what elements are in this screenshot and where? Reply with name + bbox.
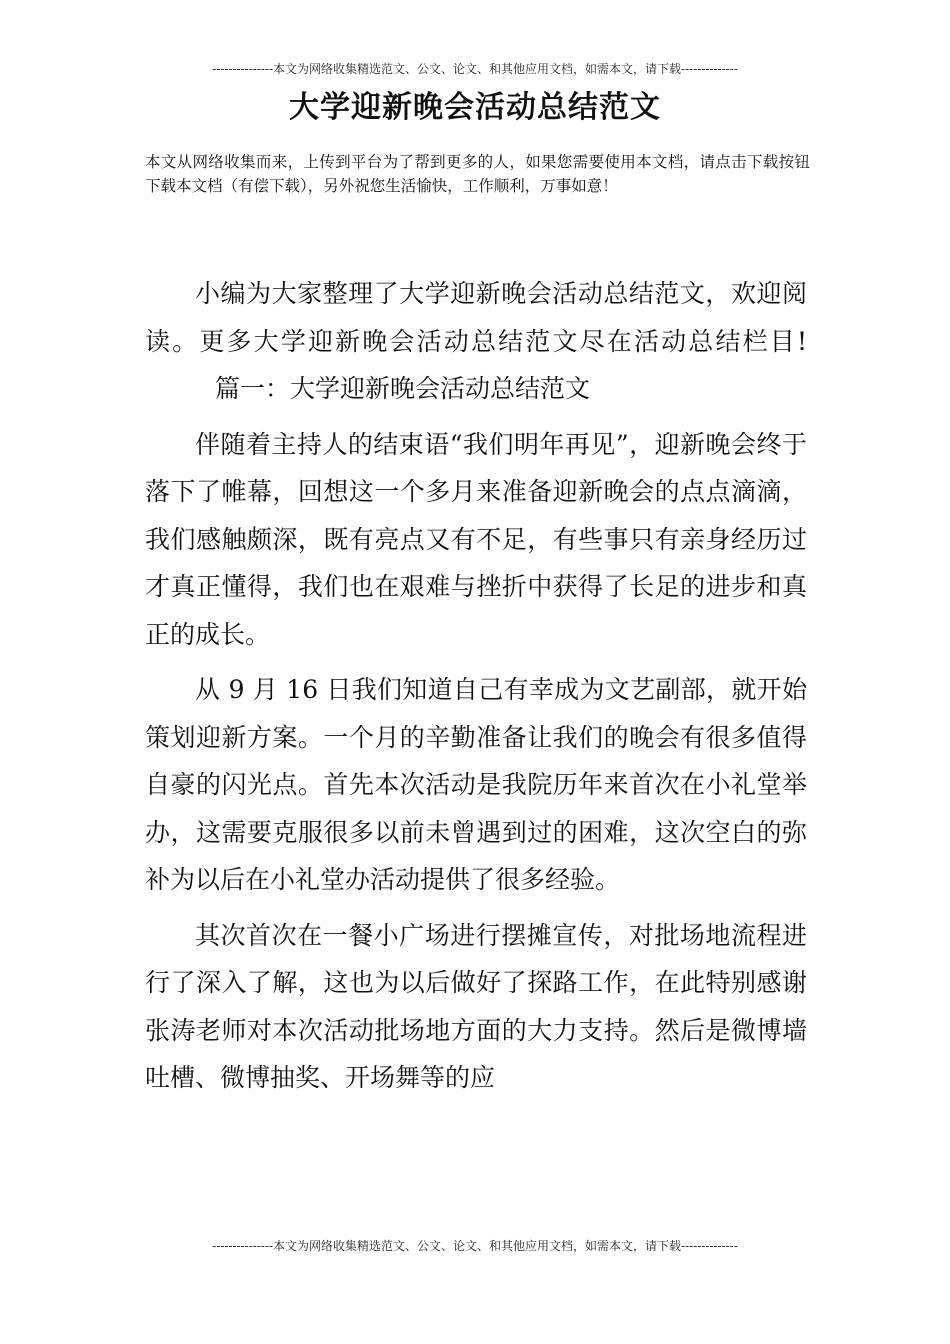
- document-title: 大学迎新晚会活动总结范文: [289, 90, 661, 125]
- intro-lead-text: 小编为大家整理了大学迎新晚会活动总结范文，欢迎阅读。更多大学迎新晚会活动总结范文尽在活动总结栏目!: [145, 279, 807, 356]
- paragraph: 伴随着主持人的结束语“我们明年再见”，迎新晚会终于落下了帷幕，回想这一个多月来准备迎新晚会的点点滴滴，我们感触颇深，既有亮点又有不足，有些事只有亲身经历过才真正懂得，我们也在艰难与挫折中获得了长足的进步和真正的成长。: [145, 429, 807, 649]
- document-body: [145, 270, 807, 1102]
- paragraph-intro: [145, 270, 807, 413]
- page-header-banner: ---------------本文为网络收集精选范文、公文、论文、和其他应用文档，如需本文，请下载--------------: [212, 62, 738, 76]
- page-footer-banner: ---------------本文为网络收集精选范文、公文、论文、和其他应用文档，如需本文，请下载--------------: [212, 1239, 738, 1253]
- paragraph: 其次首次在一餐小广场进行摆摊宣传，对批场地流程进行了深入了解，这也为以后做好了探路工作，在此特别感谢张涛老师对本次活动批场地方面的大力支持。然后是微博墙吐槽、微博抽奖、开场舞等的应: [145, 920, 807, 1092]
- section-heading: 篇一：大学迎新晚会活动总结范文: [215, 374, 591, 403]
- paragraph: 从 9 月 16 日我们知道自己有幸成为文艺副部，就开始策划迎新方案。一个月的辛勤准备让我们的晚会有很多值得自豪的闪光点。首先本次活动是我院历年来首次在小礼堂举办，这需要克服很多以前未曾遇到过的困难，这次空白的弥补为以后在小礼堂办活动提供了很多经验。: [145, 675, 807, 894]
- intro-note: 本文从网络收集而来，上传到平台为了帮到更多的人，如果您需要使用本文档，请点击下载按钮下载本文档（有偿下载），另外祝您生活愉快，工作顺利，万事如意！: [145, 153, 810, 195]
